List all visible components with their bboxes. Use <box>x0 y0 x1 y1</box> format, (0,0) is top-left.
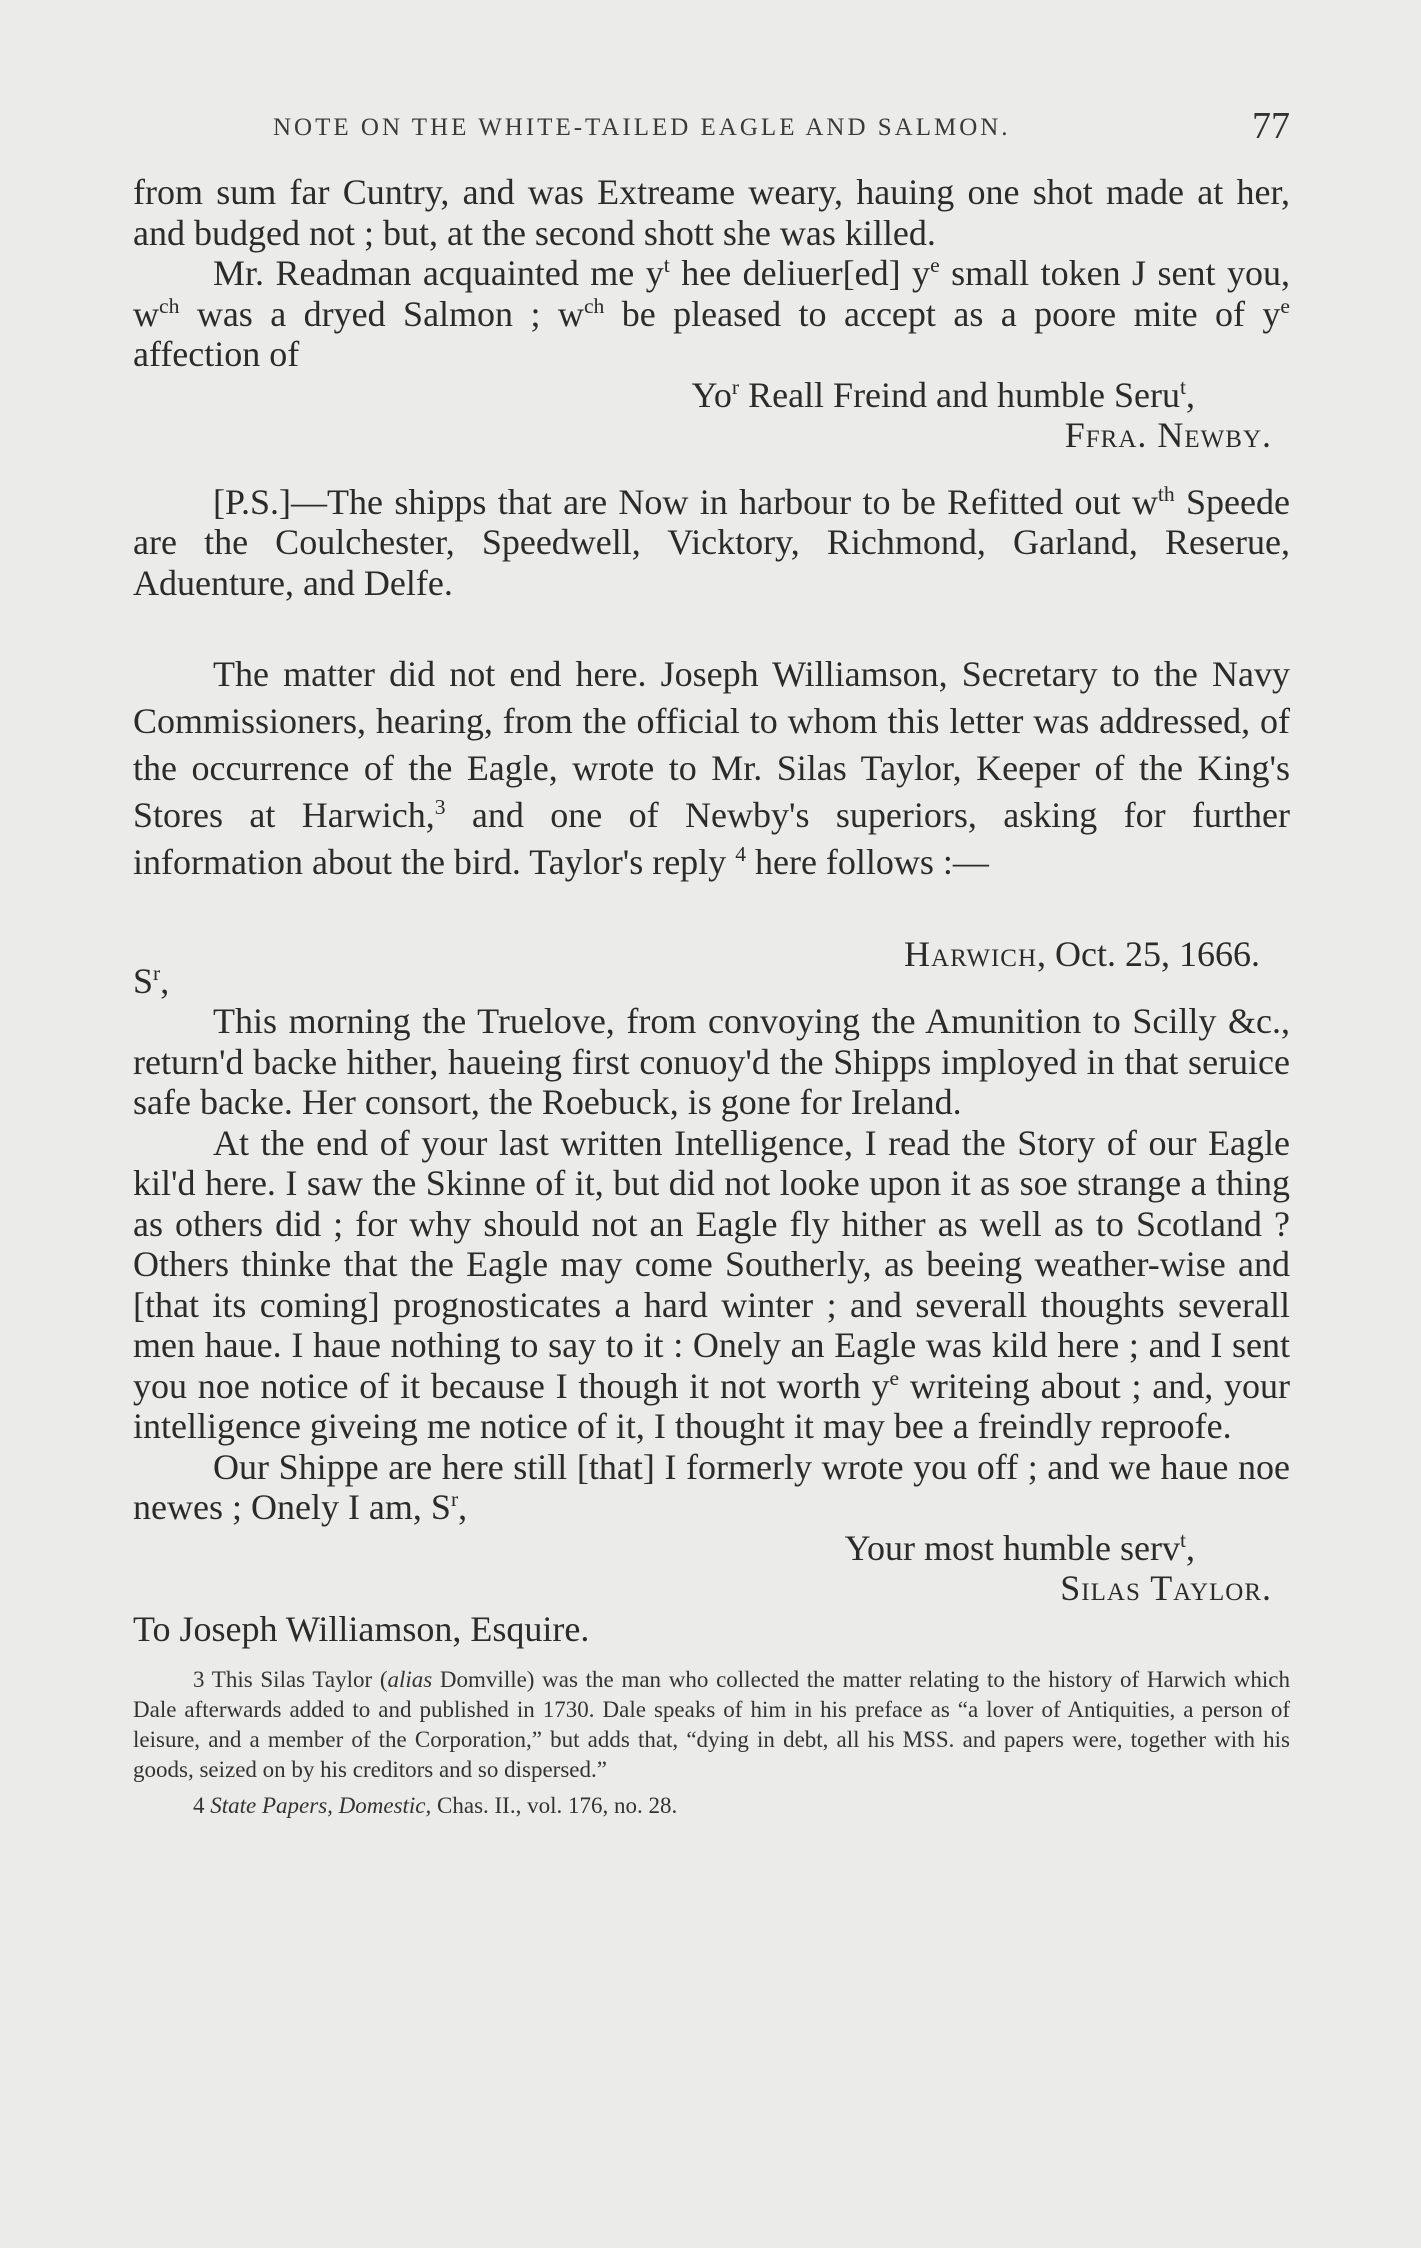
letter2-paragraph-3: Our Shippe are here still [that] I formerly wrote you off ; and we haue noe newes ; Onely I am, $S^r$, <box>133 1446 1290 1527</box>
letter2-paragraph-2: At the end of your last written Intelligence, I read the Story of our Eagle kil'd here. I saw the Skinne of it, but did not looke upon it as soe strange a thing as others did ; for why should not an Eagle fly hither as well as to Scotland ? Others thinke that the Eagle may come Southerly, as beeing weather-wise and [that its coming] prognosticates a hard winter ; and severall thoughts severall men haue. I haue nothing to say to it : Onely an Eagle was kild here ; and I sent you noe notice of it because I though it not worth $y^e$ writeing about ; and, your intelligence giveing me notice of it, I thought it may bee a freindly reproofe. <box>133 1122 1290 1446</box>
letter2-closing: Your most humble serv$^t$, <box>844 1527 1195 1568</box>
letter1-signature: Ffra. Newby. <box>1064 415 1272 455</box>
letter2-dateline: Harwich, Oct. 25, 1666. <box>904 934 1260 974</box>
running-head: NOTE ON THE WHITE-TAILED EAGLE AND SALMON. <box>273 114 1011 141</box>
footnotes <box>133 1665 1290 1821</box>
letter1-paragraph-1: from sum far Cuntry, and was Extreame weary, hauing one shot made at her, and budged not ; but, at the second shott she was killed. <box>133 172 1290 253</box>
letter1-closing: Yo$^r$ Reall Freind and humble Seru$^t$, <box>691 374 1195 415</box>
page-number: 77 <box>1252 105 1290 147</box>
letter2-addressee: To Joseph Williamson, Esquire. <box>133 1608 590 1649</box>
letter2-paragraph-1: This morning the Truelove, from convoying the Amunition to Scilly &c., return'd backe hither, haueing first conuoy'd the Shipps imployed in that seruice safe backe. Her consort, the Roebuck, is gone for Ireland. <box>133 1001 1290 1122</box>
letter1-paragraph-2: Mr. Readman acquainted me $y^t$ hee deliuer[ed] $y^e$ small token J sent you, $w^{ch}$ was a dryed Salmon ; $w^{ch}$ be pleased to accept as a poore mite of $y^e$ affection of <box>133 253 1291 374</box>
spacer <box>133 603 1290 651</box>
spacer <box>133 886 1290 934</box>
spacer <box>133 456 1290 482</box>
page-body <box>133 172 1290 1821</box>
page-header <box>133 104 1290 154</box>
letter2-salutation: $S^r$, <box>133 960 170 1001</box>
postscript: [P.S.]—The shipps that are Now in harbour to be Refitted out $w^{th}$ Speede are the Coulchester, Speedwell, Vicktory, Richmond, Garland, Reserue, Aduenture, and Delfe. <box>133 481 1290 603</box>
narrative-paragraph: The matter did not end here. Joseph Williamson, Secretary to the Navy Commissioners, hearing, from the official to whom this letter was addressed, of the occurrence of the Eagle, wrote to Mr. Silas Taylor, Keeper of the King's Stores at Harwich,$^3$ and one of Newby's superiors, asking for further information about the bird. Taylor's reply $^4$ here follows :— <box>133 654 1290 882</box>
footnote-4: 4 State Papers, Domestic, Chas. II., vol. 176, no. 28. <box>193 1793 678 1818</box>
letter2-signature: Silas Taylor. <box>1060 1568 1272 1608</box>
footnote-3: 3 This Silas Taylor (alias Domville) was the man who collected the matter relating to the history of Harwich which Dale afterwards added to and published in 1730. Dale speaks of him in his preface as “a lover of Antiquities, a person of leisure, and a member of the Corporation,” but adds that, “dying in debt, all his MSS. and papers were, together with his goods, seized on by his creditors and so dispersed.” <box>133 1667 1290 1782</box>
